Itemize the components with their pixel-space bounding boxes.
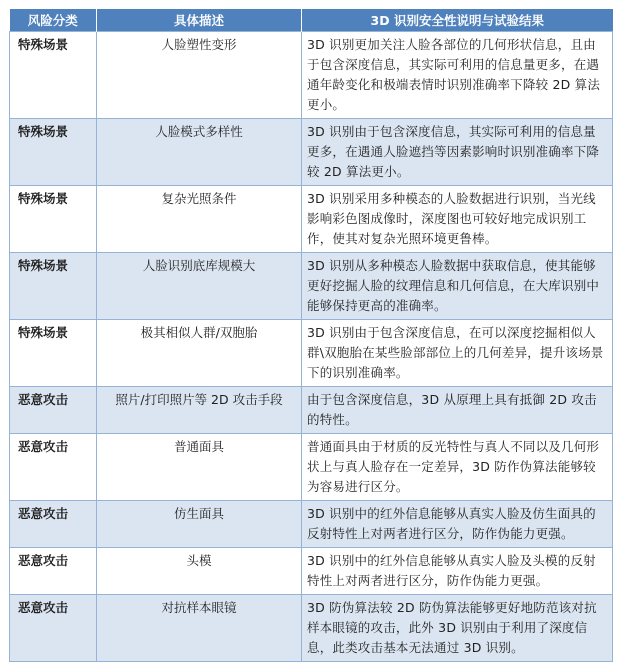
row-result: 3D 识别从多种模态人脸数据中获取信息，使其能够更好挖掘人脸的纹理信息和几何信息，在大库识别中能够保持更高的准确率。 <box>302 253 613 320</box>
row-result: 由于包含深度信息，3D 从原理上具有抵御 2D 攻击的特性。 <box>302 387 613 434</box>
table-row <box>10 253 613 320</box>
table-row <box>10 548 613 595</box>
row-result: 普通面具由于材质的反光特性与真人不同以及几何形状上与真人脸存在一定差异，3D 防作伪算法能够较为容易进行区分。 <box>302 434 613 501</box>
header-category: 风险分类 <box>10 9 97 32</box>
row-description: 普通面具 <box>97 434 302 501</box>
row-result: 3D 识别由于包含深度信息，在可以深度挖掘相似人群\双胞胎在某些脸部部位上的几何差异，提升该场景下的识别准确率。 <box>302 320 613 387</box>
row-description: 对抗样本眼镜 <box>97 595 302 662</box>
row-result: 3D 防伪算法较 2D 防伪算法能够更好地防范该对抗样本眼镜的攻击，此外 3D 识别由于利用了深度信息，此类攻击基本无法通过 3D 识别。 <box>302 595 613 662</box>
row-description: 仿生面具 <box>97 501 302 548</box>
risk-table <box>9 9 613 662</box>
row-result: 3D 识别采用多种模态的人脸数据进行识别，当光线影响彩色图成像时，深度图也可较好地完成识别工作，使其对复杂光照环境更鲁棒。 <box>302 186 613 253</box>
header-result: 3D 识别安全性说明与试验结果 <box>302 9 613 32</box>
row-result: 3D 识别中的红外信息能够从真实人脸及头模的反射特性上对两者进行区分，防作伪能力更强。 <box>302 548 613 595</box>
row-category: 恶意攻击 <box>10 548 97 595</box>
row-description: 头模 <box>97 548 302 595</box>
row-description: 极其相似人群/双胞胎 <box>97 320 302 387</box>
row-description: 人脸模式多样性 <box>97 119 302 186</box>
row-result: 3D 识别由于包含深度信息，其实际可利用的信息量更多，在遇通人脸遮挡等因素影响时识别准确率下降较 2D 算法更小。 <box>302 119 613 186</box>
row-description: 人脸塑性变形 <box>97 32 302 119</box>
row-result: 3D 识别中的红外信息能够从真实人脸及仿生面具的反射特性上对两者进行区分，防作伪能力更强。 <box>302 501 613 548</box>
table-row <box>10 320 613 387</box>
row-description: 复杂光照条件 <box>97 186 302 253</box>
row-category: 恶意攻击 <box>10 501 97 548</box>
row-description: 照片/打印照片等 2D 攻击手段 <box>97 387 302 434</box>
row-category: 特殊场景 <box>10 320 97 387</box>
row-result: 3D 识别更加关注人脸各部位的几何形状信息，且由于包含深度信息，其实际可利用的信息量更多，在遇通年龄变化和极端表情时识别准确率下降较 2D 算法更小。 <box>302 32 613 119</box>
table-row <box>10 501 613 548</box>
table-row <box>10 119 613 186</box>
row-category: 恶意攻击 <box>10 387 97 434</box>
row-category: 恶意攻击 <box>10 595 97 662</box>
row-category: 特殊场景 <box>10 119 97 186</box>
row-category: 特殊场景 <box>10 32 97 119</box>
row-category: 恶意攻击 <box>10 434 97 501</box>
row-category: 特殊场景 <box>10 186 97 253</box>
row-description: 人脸识别底库规模大 <box>97 253 302 320</box>
header-description: 具体描述 <box>97 9 302 32</box>
table-row <box>10 32 613 119</box>
table-row <box>10 595 613 662</box>
table-row <box>10 434 613 501</box>
table-header-row <box>10 9 613 32</box>
table-row <box>10 186 613 253</box>
row-category: 特殊场景 <box>10 253 97 320</box>
table-row <box>10 387 613 434</box>
